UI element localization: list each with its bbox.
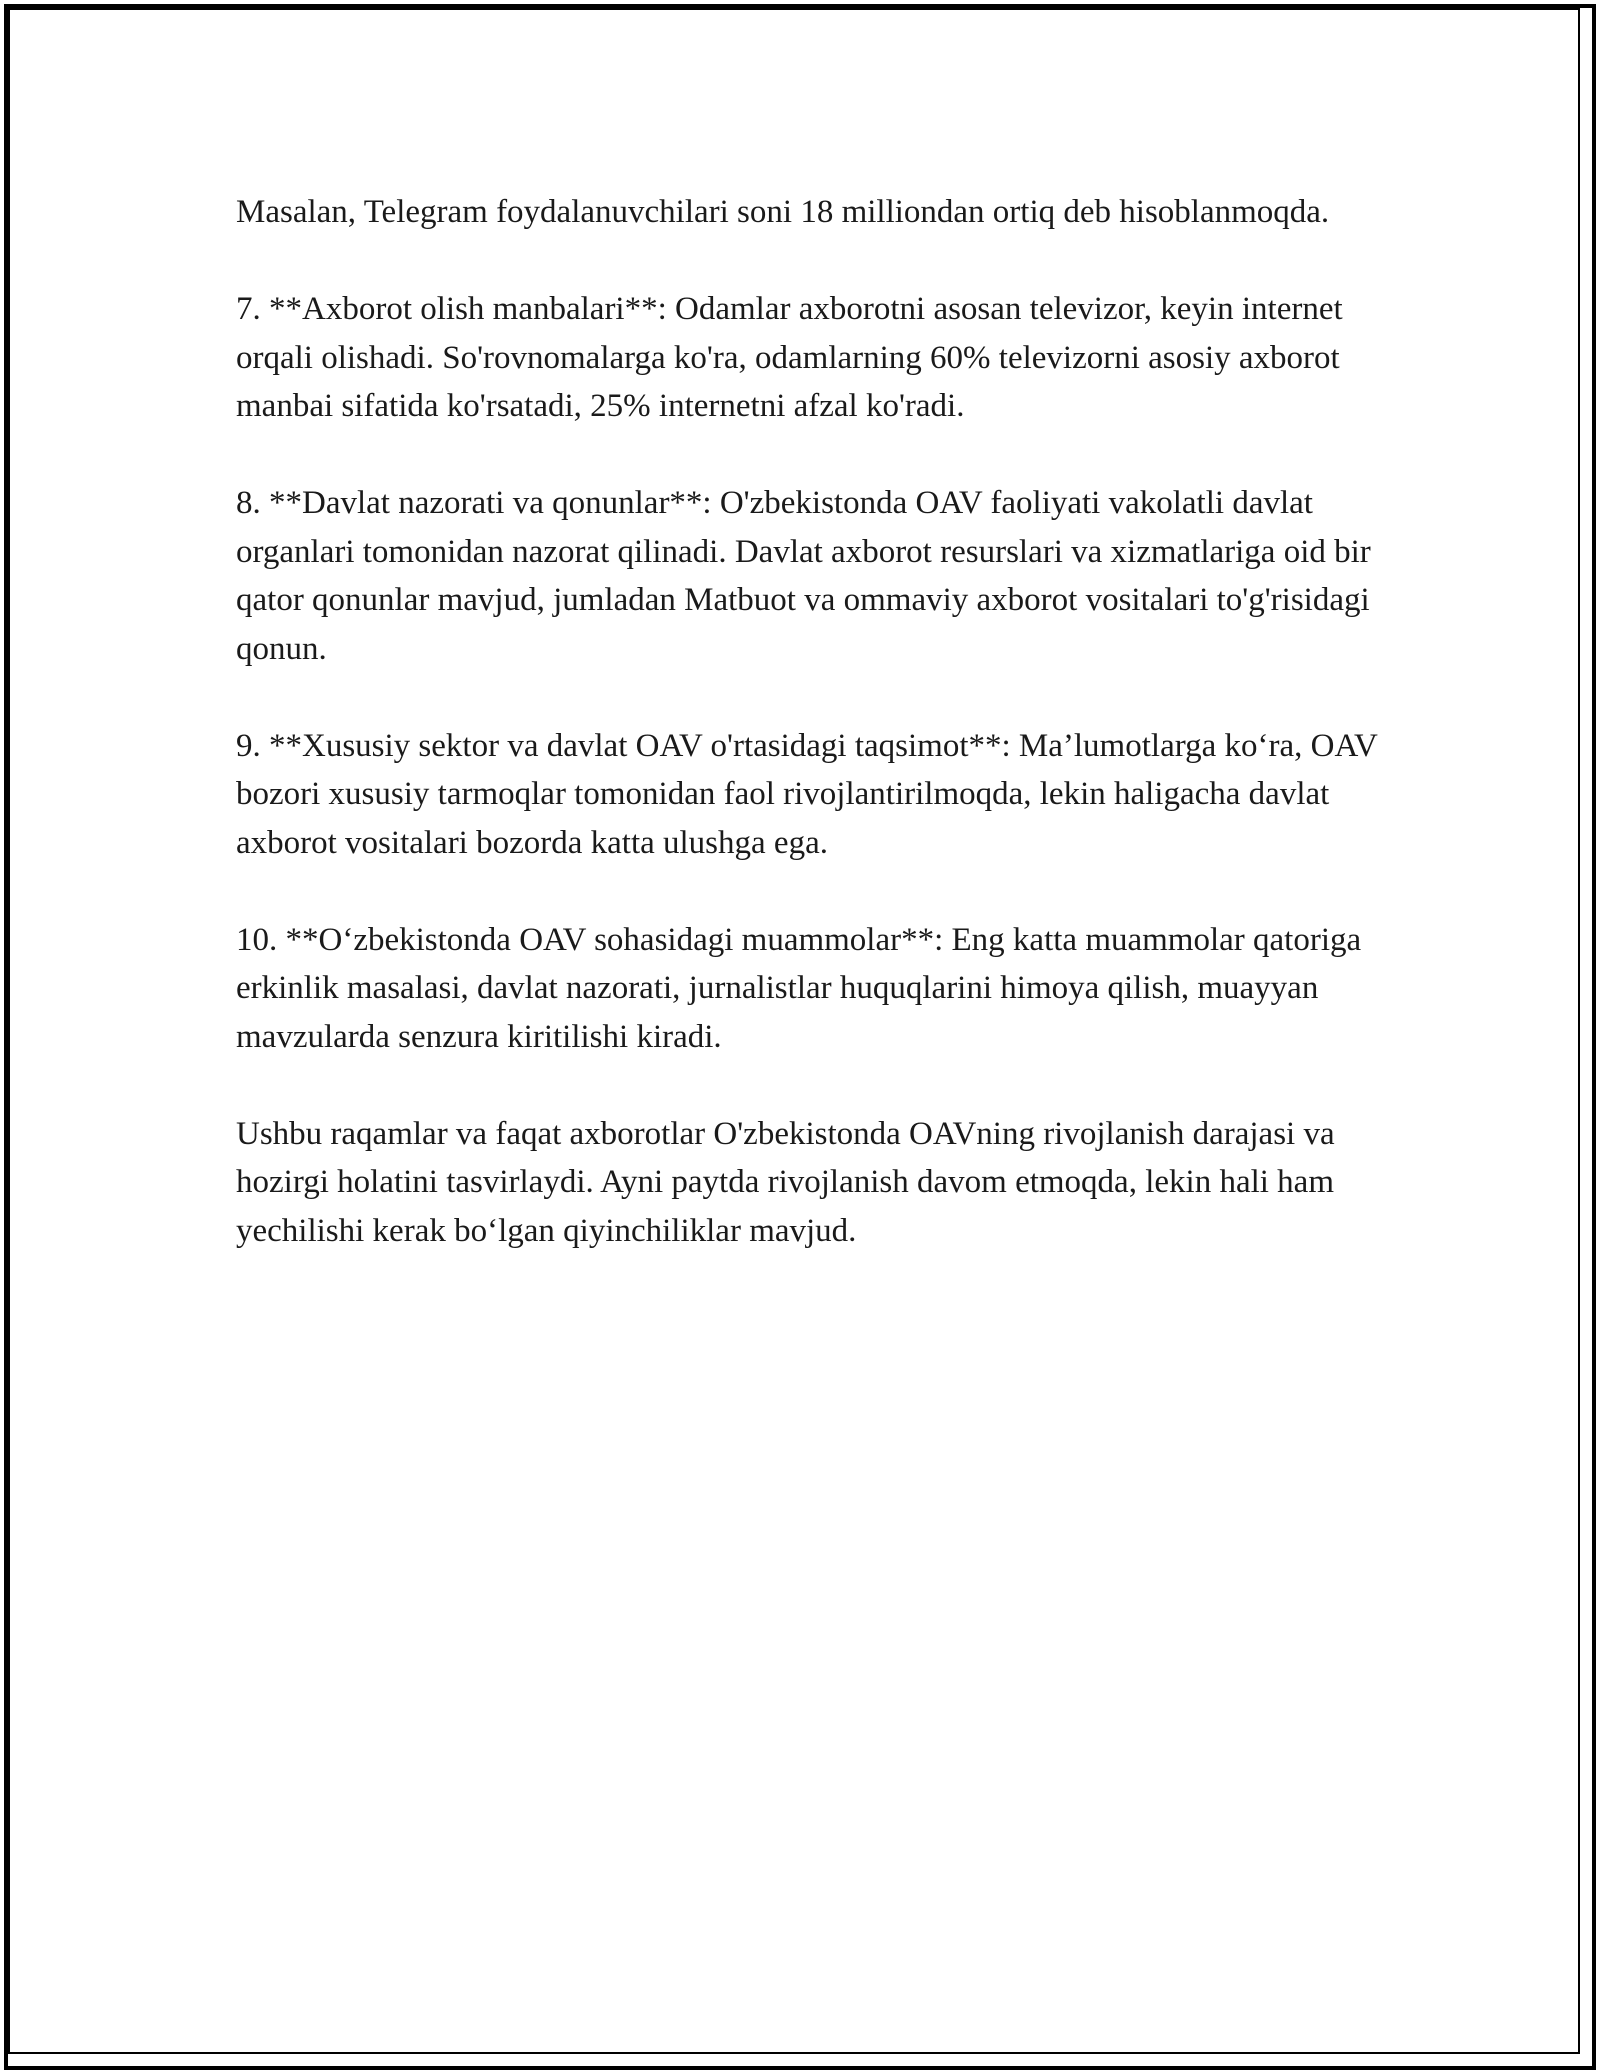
paragraph-telegram-users: Masalan, Telegram foydalanuvchilari soni 18 milliondan ortiq deb hisoblanmoqda.: [236, 194, 1330, 230]
paragraph-information-sources: 7. **Axborot olish manbalari**: Odamlar axborotni asosan televizor, keyin internet orqali olishadi. So'rovnomalarga ko'ra, odamlarning 60% televizorni asosiy axborot manbai sifatida ko'rsatadi, 25% internetni afzal ko'radi.: [236, 291, 1343, 424]
document-body: [236, 188, 1386, 1304]
paragraph-state-control-laws: 8. **Davlat nazorati va qonunlar**: O'zbekistonda OAV faoliyati vakolatli davlat organlari tomonidan nazorat qilinadi. Davlat axborot resurslari va xizmatlariga oid bir qator qonunlar mavjud, jumladan Matbuot va ommaviy axborot vositalari to'g'risidagi qonun.: [236, 485, 1371, 667]
paragraph-private-vs-state-media: 9. **Xususiy sektor va davlat OAV o'rtasidagi taqsimot**: Ma’lumotlarga ko‘ra, OAV bozori xususiy tarmoqlar tomonidan faol rivojlantirilmoqda, lekin haligacha davlat axborot vositalari bozorda katta ulushga ega.: [236, 727, 1378, 861]
paragraph-media-problems: 10. **O‘zbekistonda OAV sohasidagi muammolar**: Eng katta muammolar qatoriga erkinlik masalasi, davlat nazorati, jurnalistlar huquqlarini himoya qilish, muayyan mavzularda senzura kiritilishi kiradi.: [236, 921, 1362, 1055]
paragraph-conclusion: Ushbu raqamlar va faqat axborotlar O'zbekistonda OAVning rivojlanish darajasi va hozirgi holatini tasvirlaydi. Ayni paytda rivojlanish davom etmoqda, lekin hali ham yechilishi kerak bo‘lgan qiyinchiliklar mavjud.: [236, 1115, 1335, 1249]
